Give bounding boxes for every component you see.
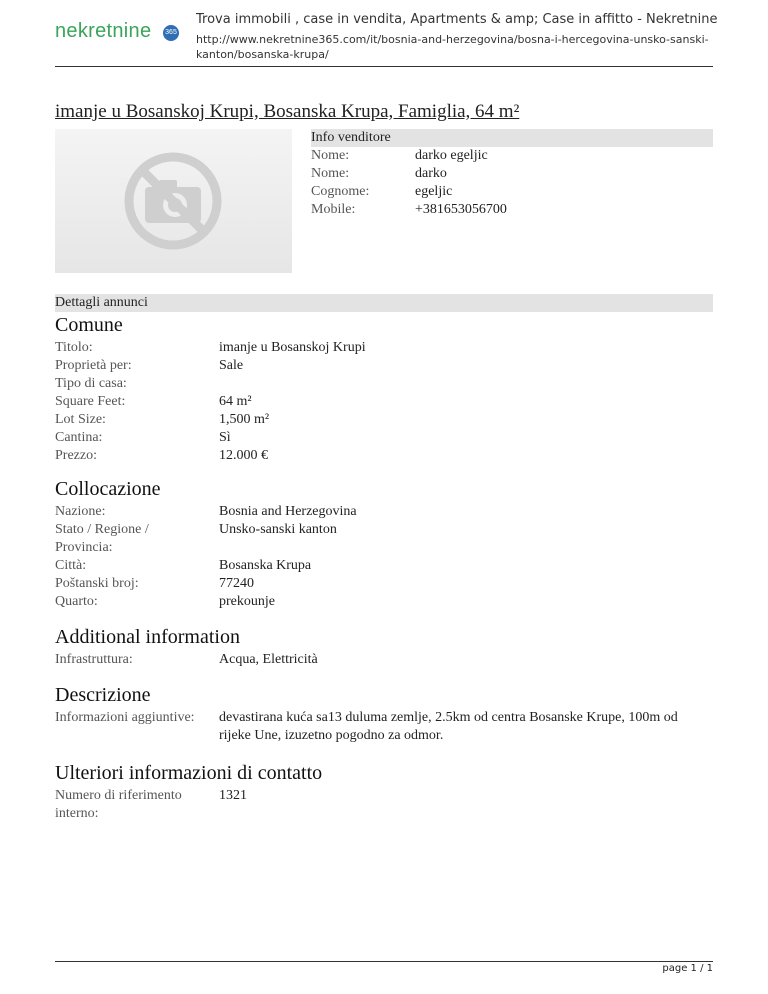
seller-heading: Info venditore <box>311 129 713 147</box>
seller-label: Mobile: <box>311 202 356 217</box>
page-footer <box>55 961 713 974</box>
detail-label: Tipo di casa: <box>55 376 127 391</box>
detail-value: 64 m² <box>219 394 252 409</box>
seller-value[interactable]: +381653056700 <box>415 202 507 217</box>
detail-row <box>55 339 713 357</box>
section-heading: Ulteriori informazioni di contatto <box>55 762 323 784</box>
detail-label: Città: <box>55 558 87 573</box>
detail-value: 12.000 € <box>219 448 268 463</box>
detail-label: Square Feet: <box>55 394 126 409</box>
detail-value: 1,500 m² <box>219 412 270 427</box>
detail-row <box>55 651 713 669</box>
detail-label: Informazioni aggiuntive: <box>55 710 195 725</box>
detail-row <box>55 557 713 575</box>
seller-row <box>311 201 713 219</box>
detail-value: prekounje <box>219 594 275 609</box>
seller-info <box>311 129 713 219</box>
logo-text: nekretnine <box>55 20 152 42</box>
header-title: Trova immobili , case in vendita, Apartments & amp; Case in affitto - Nekretnine <box>196 12 718 27</box>
details-heading: Dettagli annunci <box>55 294 713 312</box>
listing-photo <box>55 129 292 273</box>
detail-label: Lot Size: <box>55 412 106 427</box>
detail-label: Quarto: <box>55 594 98 609</box>
seller-row <box>311 165 713 183</box>
page-number: page 1 / 1 <box>662 963 713 974</box>
detail-row <box>55 521 713 557</box>
detail-value: 77240 <box>219 576 254 591</box>
detail-row <box>55 503 713 521</box>
section-heading: Collocazione <box>55 478 161 500</box>
section-contatto <box>55 762 713 823</box>
detail-value: Unsko-sanski kanton <box>219 522 337 537</box>
site-logo[interactable] <box>55 20 183 48</box>
page-header <box>55 12 718 67</box>
section-comune <box>55 314 713 465</box>
page-title[interactable]: imanje u Bosanskoj Krupi, Bosanska Krupa, Famiglia, 64 m² <box>55 101 520 122</box>
detail-value: Sì <box>219 430 231 445</box>
detail-label: Poštanski broj: <box>55 576 139 591</box>
seller-row <box>311 183 713 201</box>
section-collocazione <box>55 478 713 611</box>
detail-row <box>55 357 713 375</box>
section-descrizione <box>55 684 713 745</box>
detail-label: Numero di riferimento interno: <box>55 788 182 821</box>
detail-label: Cantina: <box>55 430 103 445</box>
seller-label: Nome: <box>311 148 350 163</box>
detail-row <box>55 429 713 447</box>
detail-value: devastirana kuća sa13 duluma zemlje, 2.5km od centra Bosanske Krupe, 100m od rijeke Une, izuzetno pogodno za odmor. <box>219 710 678 743</box>
detail-row <box>55 393 713 411</box>
detail-value: Sale <box>219 358 244 373</box>
detail-label: Proprietà per: <box>55 358 132 373</box>
detail-value: Bosnia and Herzegovina <box>219 504 357 519</box>
detail-row <box>55 575 713 593</box>
detail-row <box>55 593 713 611</box>
detail-value <box>219 375 713 393</box>
detail-row <box>55 411 713 429</box>
detail-row <box>55 447 713 465</box>
header-url[interactable]: http://www.nekretnine365.com/it/bosnia-and-herzegovina/bosna-i-hercegovina-unsko-sanski-kanton/bosanska-krupa/ <box>196 33 709 61</box>
detail-row <box>55 375 713 393</box>
detail-value: Acqua, Elettricità <box>219 652 318 667</box>
detail-value: Bosanska Krupa <box>219 558 312 573</box>
no-photo-icon <box>123 151 223 251</box>
detail-row <box>55 787 713 823</box>
seller-label: Cognome: <box>311 184 370 199</box>
detail-value: 1321 <box>219 788 247 803</box>
detail-label: Infrastruttura: <box>55 652 133 667</box>
seller-value: egeljic <box>415 184 453 199</box>
seller-label: Nome: <box>311 166 350 181</box>
seller-value: darko <box>415 166 447 181</box>
logo-badge: 365 <box>163 25 179 41</box>
detail-row <box>55 709 713 745</box>
detail-label: Titolo: <box>55 340 93 355</box>
section-heading: Additional information <box>55 626 240 648</box>
detail-label: Stato / Regione / Provincia: <box>55 522 149 555</box>
detail-label: Nazione: <box>55 504 106 519</box>
section-additional <box>55 626 713 669</box>
detail-label: Prezzo: <box>55 448 97 463</box>
section-heading: Descrizione <box>55 684 151 706</box>
seller-row <box>311 147 713 165</box>
detail-value: imanje u Bosanskoj Krupi <box>219 340 366 355</box>
seller-value: darko egeljic <box>415 148 488 163</box>
section-heading: Comune <box>55 314 123 336</box>
